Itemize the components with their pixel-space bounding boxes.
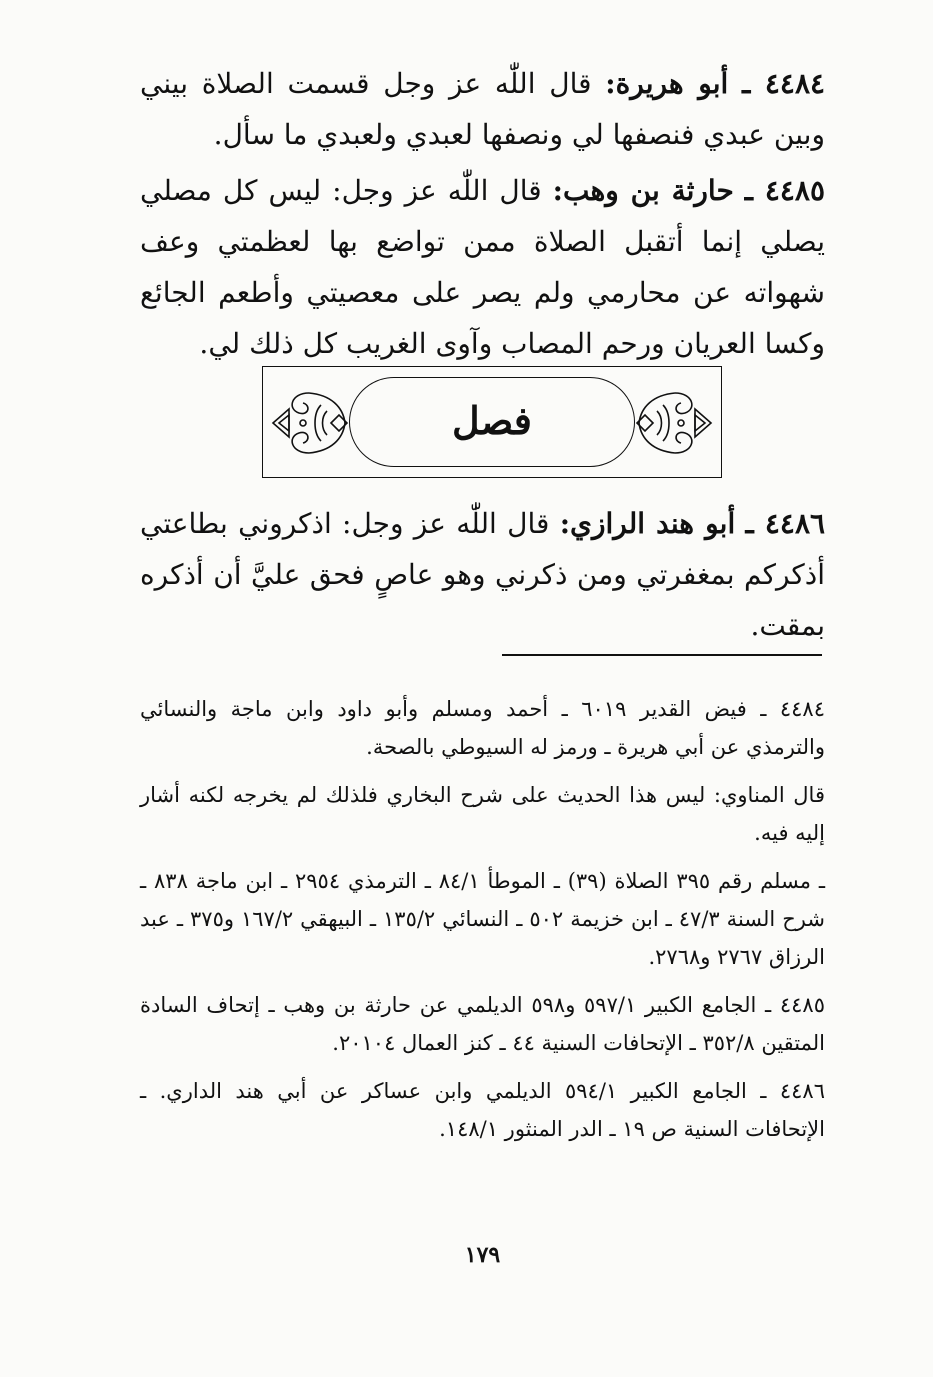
footnote: ٤٤٨٦ ـ الجامع الكبير ٥٩٤/١ الديلمي وابن عساكر عن أبي هند الداري. ـ الإتحافات السنية ص ١٩ ـ الدر المنثور ١٤٨/١. xyxy=(140,1079,825,1141)
footnote: ٤٤٨٤ ـ فيض القدير ٦٠١٩ ـ أحمد ومسلم وأبو داود وابن ماجة والنسائي والترمذي عن أبي هريرة ـ ورمز له السيوطي بالصحة. xyxy=(140,697,825,759)
section-heading-frame xyxy=(262,366,722,478)
hadith-text: قال اللّٰه عز وجل: اذكروني بطاعتي أذكركم بمغفرتي ومن ذكرني وهو عاصٍ فحق عليَّ أن أذكره بمقت. xyxy=(140,507,825,642)
footnote: قال المناوي: ليس هذا الحديث على شرح البخاري فلذلك لم يخرجه لكنه أشار إليه فيه. xyxy=(140,783,825,845)
hadith-4486 xyxy=(140,498,825,651)
page-number: ١٧٩ xyxy=(464,1242,501,1268)
arabesque-ornament-icon xyxy=(631,385,715,461)
hadith-text: قال اللّٰه عز وجل: ليس كل مصلي يصلي إنما أتقبل الصلاة ممن تواضع بها لعظمتي وعف شهواته عن محارمي ولم يصر على معصيتي وأطعم الجائع وكسا العريان ورحم المصاب وآوى الغريب كل ذلك لي. xyxy=(140,174,825,360)
hadith-number: ٤٤٨٤ ـ xyxy=(742,67,826,100)
book-page xyxy=(140,58,825,1358)
hadith-narrator: أبو هريرة: xyxy=(605,67,729,100)
section-title: فصل xyxy=(452,398,532,443)
hadith-narrator: أبو هند الرازي: xyxy=(559,507,736,540)
hadith-text: قال اللّٰه عز وجل قسمت الصلاة بيني وبين عبدي فنصفها لي ونصفها لعبدي ولعبدي ما سأل. xyxy=(140,67,825,151)
arabesque-ornament-icon xyxy=(269,385,353,461)
hadith-narrator: حارثة بن وهب: xyxy=(552,174,734,207)
hadith-4485 xyxy=(140,165,825,369)
hadith-number: ٤٤٨٥ ـ xyxy=(744,174,825,207)
hadith-number: ٤٤٨٦ ـ xyxy=(745,507,826,540)
footnote: ـ مسلم رقم ٣٩٥ الصلاة (٣٩) ـ الموطأ ٨٤/١ ـ الترمذي ٢٩٥٤ ـ ابن ماجة ٨٣٨ ـ شرح السنة ٤٧/٣ ـ ابن خزيمة ٥٠٢ ـ النسائي ١٣٥/٢ ـ البيهقي ١٦٧/٢ و٣٧٥ ـ عبد الرزاق ٢٧٦٧ و٢٧٦٨. xyxy=(140,869,825,969)
hadith-4484 xyxy=(140,58,825,160)
footnotes xyxy=(140,690,825,1158)
footnote-divider xyxy=(502,654,822,656)
footnote: ٤٤٨٥ ـ الجامع الكبير ٥٩٧/١ و٥٩٨ الديلمي عن حارثة بن وهب ـ إتحاف السادة المتقين ٣٥٢/٨ ـ الإتحافات السنية ٤٤ ـ كنز العمال ٢٠١٠٤. xyxy=(140,993,825,1055)
section-heading-cartouche xyxy=(349,377,635,467)
